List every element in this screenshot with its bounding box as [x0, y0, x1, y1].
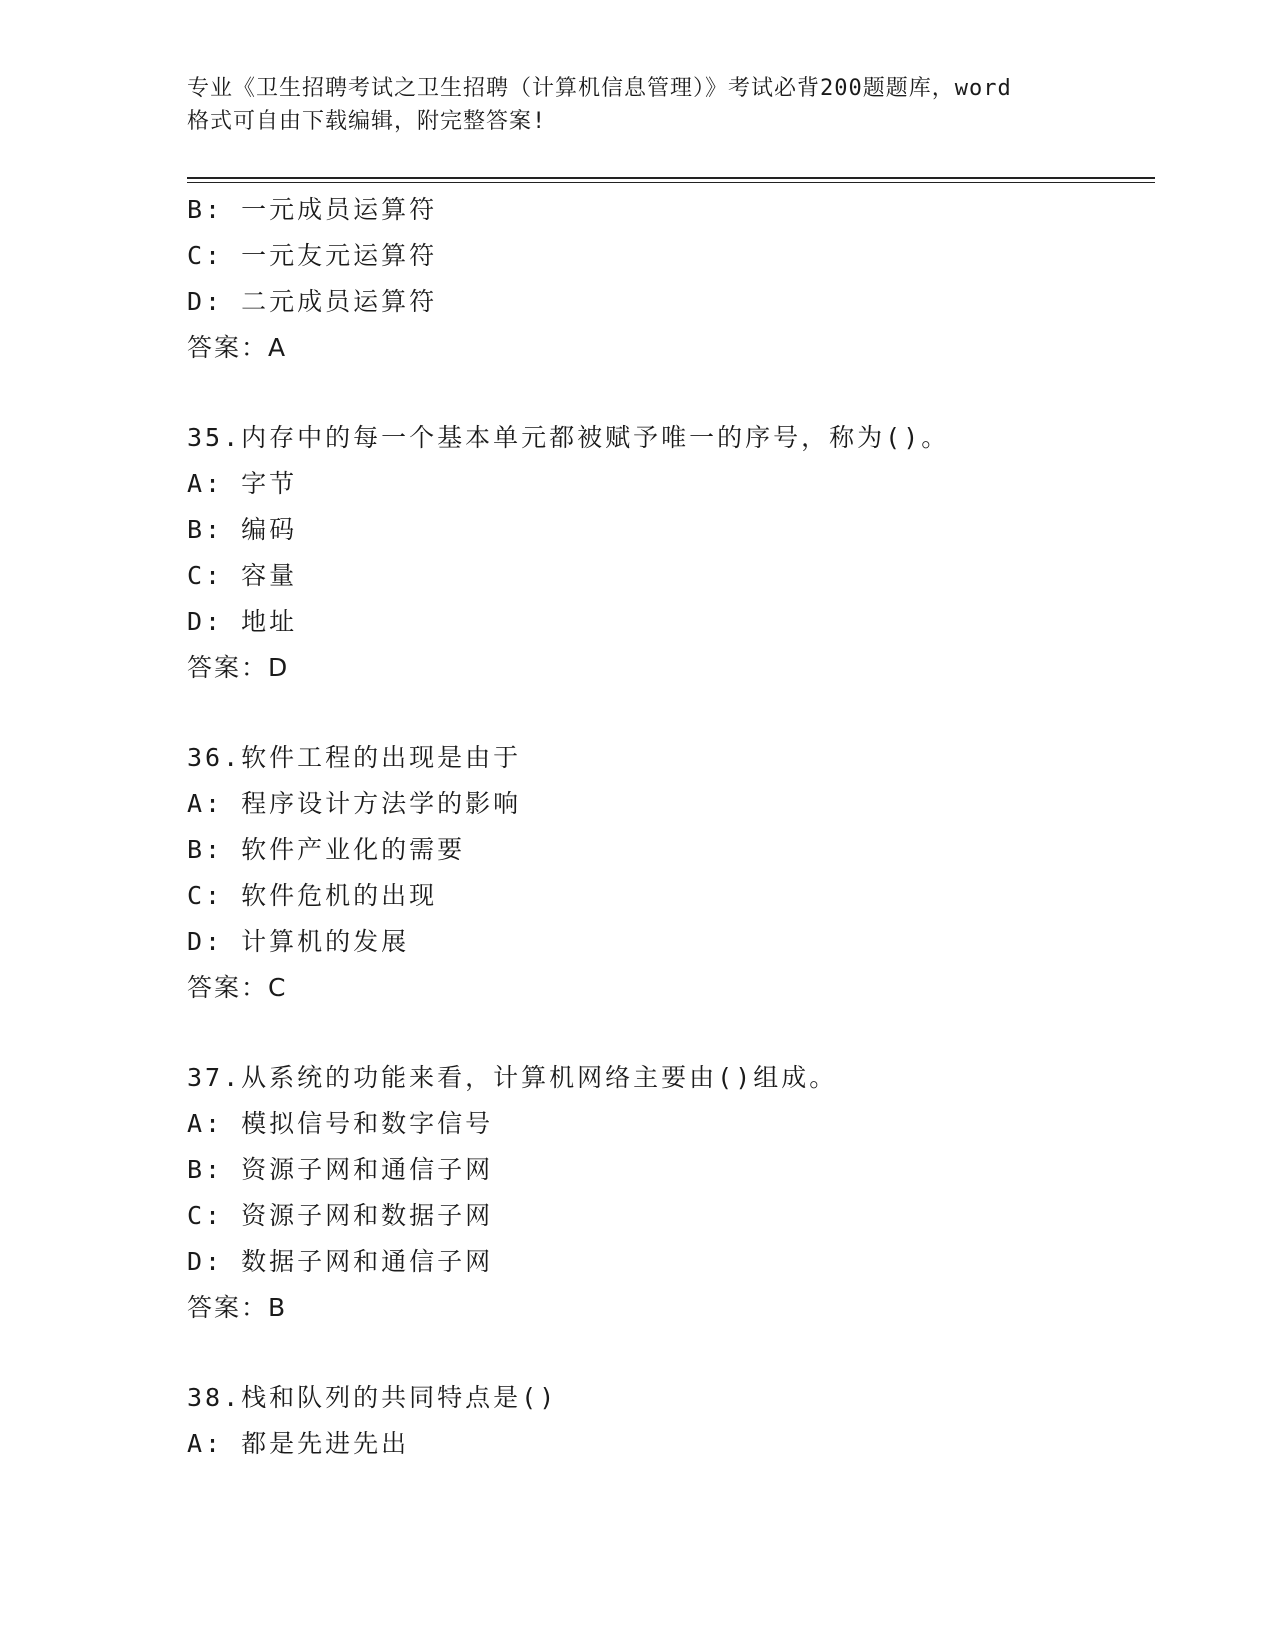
option-b: B: 资源子网和通信子网 — [187, 1155, 494, 1184]
document-header — [187, 72, 1107, 138]
option-d: D: 计算机的发展 — [187, 927, 410, 956]
question-block-38 — [187, 1375, 1155, 1467]
header-rule-thick — [187, 177, 1155, 179]
question-stem: 36.软件工程的出现是由于 — [187, 743, 522, 772]
spacer — [187, 1011, 1155, 1055]
answer: 答案：B — [187, 1293, 288, 1322]
spacer — [187, 371, 1155, 415]
header-line-2: 格式可自由下载编辑，附完整答案! — [187, 109, 547, 134]
question-block-35 — [187, 415, 1155, 691]
option-d: D: 二元成员运算符 — [187, 287, 438, 316]
option-d: D: 地址 — [187, 607, 298, 636]
question-stem: 37.从系统的功能来看，计算机网络主要由()组成。 — [187, 1063, 838, 1092]
option-c: C: 资源子网和数据子网 — [187, 1201, 494, 1230]
question-block-34 — [187, 187, 1155, 371]
option-c: C: 一元友元运算符 — [187, 241, 438, 270]
header-rule-thin — [187, 182, 1155, 183]
option-d: D: 数据子网和通信子网 — [187, 1247, 494, 1276]
spacer — [187, 1331, 1155, 1375]
option-b: B: 编码 — [187, 515, 298, 544]
question-list — [187, 187, 1155, 1467]
option-a: A: 都是先进先出 — [187, 1429, 410, 1458]
option-c: C: 容量 — [187, 561, 298, 590]
question-block-36 — [187, 735, 1155, 1011]
option-a: A: 字节 — [187, 469, 298, 498]
spacer — [187, 691, 1155, 735]
option-c: C: 软件危机的出现 — [187, 881, 438, 910]
option-a: A: 程序设计方法学的影响 — [187, 789, 522, 818]
answer: 答案：D — [187, 653, 290, 682]
question-stem: 38.栈和队列的共同特点是() — [187, 1383, 558, 1412]
option-b: B: 软件产业化的需要 — [187, 835, 466, 864]
option-a: A: 模拟信号和数字信号 — [187, 1109, 494, 1138]
answer: 答案：C — [187, 973, 288, 1002]
answer: 答案：A — [187, 333, 288, 362]
question-stem: 35.内存中的每一个基本单元都被赋予唯一的序号，称为()。 — [187, 423, 950, 452]
question-block-37 — [187, 1055, 1155, 1331]
option-b: B: 一元成员运算符 — [187, 195, 438, 224]
header-line-1: 专业《卫生招聘考试之卫生招聘（计算机信息管理）》考试必背200题题库，word — [187, 76, 1012, 101]
